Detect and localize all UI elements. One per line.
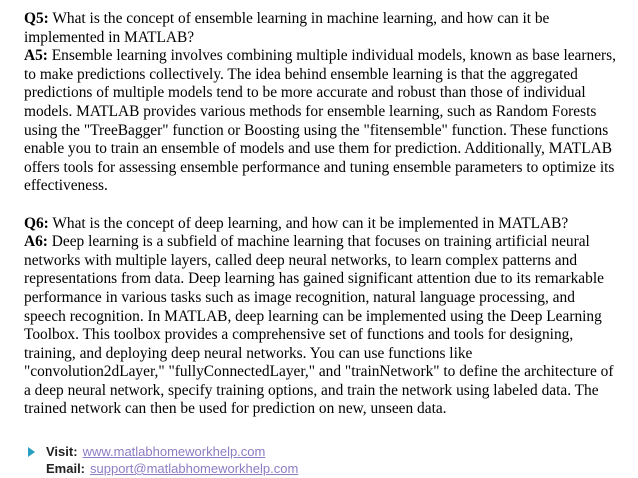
answer-label: A6: — [24, 233, 48, 251]
question-label: Q5: — [24, 10, 49, 27]
triangle-bullet-icon — [28, 447, 35, 457]
email-link[interactable]: support@matlabhomeworkhelp.com — [90, 461, 299, 476]
visit-label: Visit: — [46, 444, 78, 459]
slide-content — [24, 10, 616, 419]
contact-footer — [28, 443, 298, 477]
question-q5 — [24, 10, 616, 47]
answer-label: A5: — [24, 47, 48, 65]
website-link[interactable]: www.matlabhomeworkhelp.com — [82, 444, 266, 459]
visit-row — [28, 443, 298, 460]
question-text: What is the concept of deep learning, and how can it be implemented in MATLAB? — [48, 214, 569, 232]
question-q6 — [24, 215, 616, 234]
question-text: What is the concept of ensemble learning in machine learning, and how can it be implemented in MATLAB? — [24, 10, 550, 46]
answer-text: Deep learning is a subfield of machine learning that focuses on training artificial neural networks with multiple layers, called deep neural networks, to learn complex patterns and representations from data. Deep learning has gained significant attention due to its remarkable performance in various tasks such as image recognition, natural language processing, and speech recognition. In MATLAB, deep learning can be implemented using the Deep Learning Toolbox. This toolbox provides a comprehensive set of functions and tools for designing, training, and deploying deep neural networks. You can use functions like "convolution2dLayer," "fullyConnectedLayer," and "trainNetwork" to define the architecture of a deep neural network, specify training options, and train the network using labeled data. The trained network can then be used for prediction on new, unseen data. — [24, 233, 614, 418]
qa-block-q6 — [24, 215, 616, 420]
email-label: Email: — [46, 461, 86, 476]
answer-text: Ensemble learning involves combining multiple individual models, known as base learners, to make predictions collectively. The idea behind ensemble learning is that the aggregated predictions of multiple models tend to be more accurate and robust than those of individual models. MATLAB provides various methods for ensemble learning, such as Random Forests using the "TreeBagger" function or Boosting using the "fitensemble" function. These functions enable you to train an ensemble of models and use them for prediction. Additionally, MATLAB offers tools for assessing ensemble performance and tuning ensemble parameters to optimize its effectiveness. — [24, 47, 616, 195]
email-row — [28, 460, 298, 477]
qa-block-q5 — [24, 10, 616, 196]
answer-a6 — [24, 233, 616, 419]
paragraph-spacer — [24, 196, 616, 215]
question-label: Q6: — [24, 214, 49, 232]
answer-a5 — [24, 47, 616, 196]
